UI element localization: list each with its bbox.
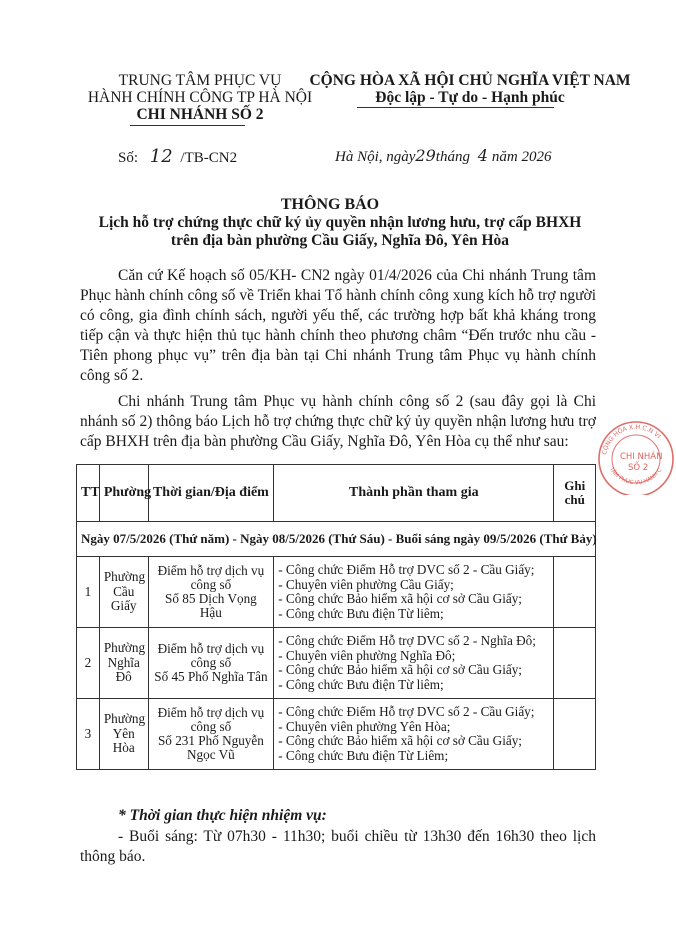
row-number: 2 — [77, 628, 100, 699]
stamp-inner-line-2: SỐ 2 — [628, 463, 649, 473]
stamp-inner-line-1: CHI NHÁN — [620, 452, 663, 462]
header-ward: Phường — [99, 465, 148, 522]
subtitle-line-1: Lịch hỗ trợ chứng thực chữ ký ủy quyền nhận lương hưu, trợ cấp BHXH — [98, 214, 582, 231]
subtitle-line-2: trên địa bàn phường Cầu Giấy, Nghĩa Đô, Yên Hòa — [170, 232, 510, 249]
section-text: - Buổi sáng: Từ 07h30 - 11h30; buổi chiều từ 13h30 đến 16h30 theo lịch thông báo. — [80, 828, 596, 865]
body-paragraph-2: Chi nhánh Trung tâm Phục vụ hành chính công số 2 (sau đây gọi là Chi nhánh số 2) thông báo Lịch hỗ trợ chứng thực chữ ký ủy quyền nhận lương hưu trợ cấp BHXH trên địa bàn phường Cầu Giấy, Nghĩa Đô, Yên Hòa cụ thể như sau: — [80, 393, 596, 450]
header-time-place: Thời gian/Địa điểm — [148, 465, 274, 522]
number-handwritten: 12 — [149, 146, 173, 167]
number-prefix: Số: — [118, 150, 139, 166]
table-period-row — [77, 522, 596, 557]
row-place: Điểm hỗ trợ dịch vụ công số Số 85 Dịch Vọng Hậu — [148, 557, 274, 628]
national-motto — [300, 72, 640, 106]
date-part-2: tháng — [435, 149, 470, 165]
official-stamp-icon — [596, 415, 676, 495]
org-line-2: HÀNH CHÍNH CÔNG TP HÀ NỘI — [87, 89, 313, 106]
table-row — [77, 699, 596, 770]
period-cell: Ngày 07/5/2026 (Thứ năm) - Ngày 08/5/2026 (Thứ Sáu) - Buổi sáng ngày 09/5/2026 (Thứ Bảy) — [77, 522, 596, 557]
org-underline — [130, 125, 245, 126]
row-number: 3 — [77, 699, 100, 770]
motto-underline — [357, 107, 554, 108]
header-notes: Ghi chú — [554, 465, 596, 522]
table-row — [77, 628, 596, 699]
svg-text:CỘNG HÒA X.H.C.N VI — [601, 424, 662, 455]
document-title: THÔNG BÁO — [280, 196, 380, 213]
stamp-ring-bottom: TÂM PHỤC VỤ HÀNH C — [607, 466, 664, 487]
header-members: Thành phần tham gia — [274, 465, 554, 522]
row-notes — [554, 557, 596, 628]
schedule-table — [76, 464, 596, 770]
row-ward: Phường Yên Hòa — [99, 699, 148, 770]
body-paragraph-1: Căn cứ Kế hoạch số 05/KH- CN2 ngày 01/4/2026 của Chi nhánh Trung tâm Phục hành chính công số về Triển khai Tổ hành chính công xung kích hỗ trợ người có công, gia đình chính sách, người yếu thế, các trường hợp bất khả kháng trong tiếp cận và thực hiện thủ tục hành chính theo phương châm “Đến trước nhu cầu - Tiên phong phục vụ” trên địa bàn tại Chi nhánh Trung tâm Phục vụ hành chính công số 2. — [80, 267, 596, 384]
row-place: Điểm hỗ trợ dịch vụ công số Số 231 Phố Nguyễn Ngọc Vũ — [148, 699, 274, 770]
document-number — [118, 146, 237, 167]
document-subtitle — [90, 214, 590, 250]
row-members: - Công chức Điểm Hỗ trợ DVC số 2 - Nghĩa Đô; - Chuyên viên phường Nghĩa Đô; - Công chức Bảo hiểm xã hội cơ sở Cầu Giấy; - Công chức Bưu điện Từ liêm; — [274, 628, 554, 699]
stamp-ring-top: CỘNG HÒA X.H.C.N VI — [601, 423, 662, 456]
header-tt: TT — [77, 465, 100, 522]
row-notes — [554, 699, 596, 770]
date-part-1: Hà Nội, ngày — [335, 149, 416, 165]
row-number: 1 — [77, 557, 100, 628]
row-ward: Phường Cầu Giấy — [99, 557, 148, 628]
section-title: * Thời gian thực hiện nhiệm vụ: — [118, 807, 327, 824]
number-suffix: /TB-CN2 — [180, 150, 238, 166]
date-day-handwritten: 29 — [415, 146, 436, 165]
table-row — [77, 557, 596, 628]
org-line-1: TRUNG TÂM PHỤC VỤ — [118, 72, 282, 89]
row-members: - Công chức Điểm Hỗ trợ DVC số 2 - Cầu Giấy; - Chuyên viên phường Yên Hòa; - Công chức Bảo hiểm xã hội cơ sở Cầu Giấy; - Công chức Bưu điện Từ Liêm; — [274, 699, 554, 770]
row-place: Điểm hỗ trợ dịch vụ công số Số 45 Phố Nghĩa Tân — [148, 628, 274, 699]
row-notes — [554, 628, 596, 699]
date-month-handwritten: 4 — [477, 146, 488, 165]
date-part-3: năm 2026 — [491, 149, 552, 165]
row-members: - Công chức Điểm Hỗ trợ DVC số 2 - Cầu Giấy; - Chuyên viên phường Cầu Giấy; - Công chức Bảo hiểm xã hội cơ sở Cầu Giấy; - Công chức Bưu điện Từ liêm; — [274, 557, 554, 628]
table-header-row — [77, 465, 596, 522]
document-date — [335, 146, 551, 166]
org-line-3: CHI NHÁNH SỐ 2 — [136, 106, 264, 123]
nation-line-2: Độc lập - Tự do - Hạnh phúc — [375, 89, 565, 106]
nation-line-1: CỘNG HÒA XÃ HỘI CHỦ NGHĨA VIỆT NAM — [309, 72, 631, 89]
row-ward: Phường Nghĩa Đô — [99, 628, 148, 699]
issuing-organization — [80, 72, 320, 123]
